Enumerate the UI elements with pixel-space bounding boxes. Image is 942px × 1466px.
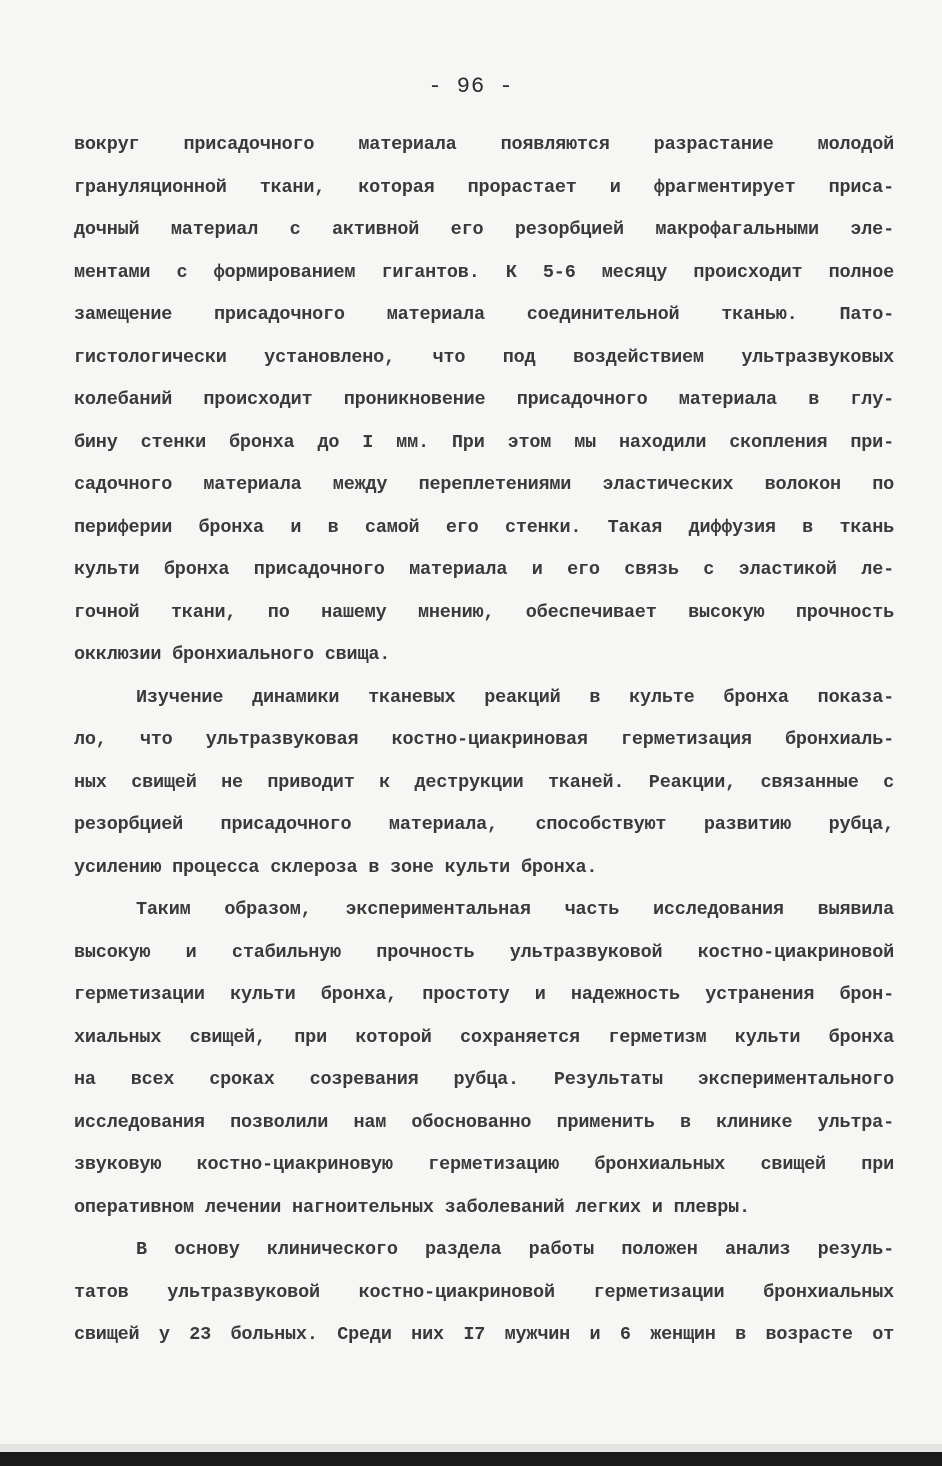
text-line: дочный материал с активной его резорбцией макрофагальными эле- [74,219,894,240]
text-line: герметизации культи бронха, простоту и надежность устранения брон- [74,984,894,1005]
paragraph-start-line: В основу клинического раздела работы положен анализ резуль- [136,1239,894,1260]
text-line: ментами с формированием гигантов. К 5-6 месяцу происходит полное [74,261,894,283]
text-line: окклюзии бронхиального свища. [74,644,391,665]
text-line: замещение присадочного материала соединительной тканью. Пато- [74,304,894,325]
text-line: ло, что ультразвуковая костно-циакриновая герметизация бронхиаль- [74,729,894,750]
text-line: бину стенки бронха до I мм. При этом мы находили скопления при- [74,431,894,453]
text-line: оперативном лечении нагноительных заболеваний легких и плевры. [74,1196,750,1218]
text-line: колебаний происходит проникновение присадочного материала в глу- [74,389,894,410]
text-line: звуковую костно-циакриновую герметизацию бронхиальных свищей при [74,1154,894,1175]
paragraph-start-line: Изучение динамики тканевых реакций в культе бронха показа- [136,686,894,708]
text-line: хиальных свищей, при которой сохраняется герметизм культи бронха [74,1026,894,1048]
text-line: гистологически установлено, что под воздействием ультразвуковых [74,346,894,368]
text-line: периферии бронха и в самой его стенки. Такая диффузия в ткань [74,516,894,538]
text-line: вокруг присадочного материала появляются разрастание молодой [74,134,894,155]
text-line: резорбцией присадочного материала, способствуют развитию рубца, [74,814,894,835]
text-line: грануляционной ткани, которая прорастает и фрагментирует приса- [74,176,894,198]
text-line: культи бронха присадочного материала и его связь с эластикой ле- [74,559,894,580]
text-line: татов ультразвуковой костно-циакриновой герметизации бронхиальных [74,1281,894,1303]
scan-edge-border [0,1452,942,1466]
text-line: свищей у 23 больных. Среди них I7 мужчин и 6 женщин в возрасте от [74,1324,894,1345]
text-line: на всех сроках созревания рубца. Результаты экспериментального [74,1069,894,1090]
text-line: исследования позволили нам обоснованно применить в клинике ультра- [74,1111,894,1133]
text-line: гочной ткани, по нашему мнению, обеспечивает высокую прочность [74,601,894,623]
scan-edge-highlight [0,1444,942,1452]
paragraph-start-line: Таким образом, экспериментальная часть исследования выявила [136,899,894,920]
text-line: ных свищей не приводит к деструкции тканей. Реакции, связанные с [74,771,894,793]
text-line: высокую и стабильную прочность ультразвуковой костно-циакриновой [74,941,894,963]
body-text [74,124,894,1357]
page-number: - 96 - [428,74,514,99]
text-line: садочного материала между переплетениями эластических волокон по [74,474,894,495]
text-line: усилению процесса склероза в зоне культи бронха. [74,856,598,878]
